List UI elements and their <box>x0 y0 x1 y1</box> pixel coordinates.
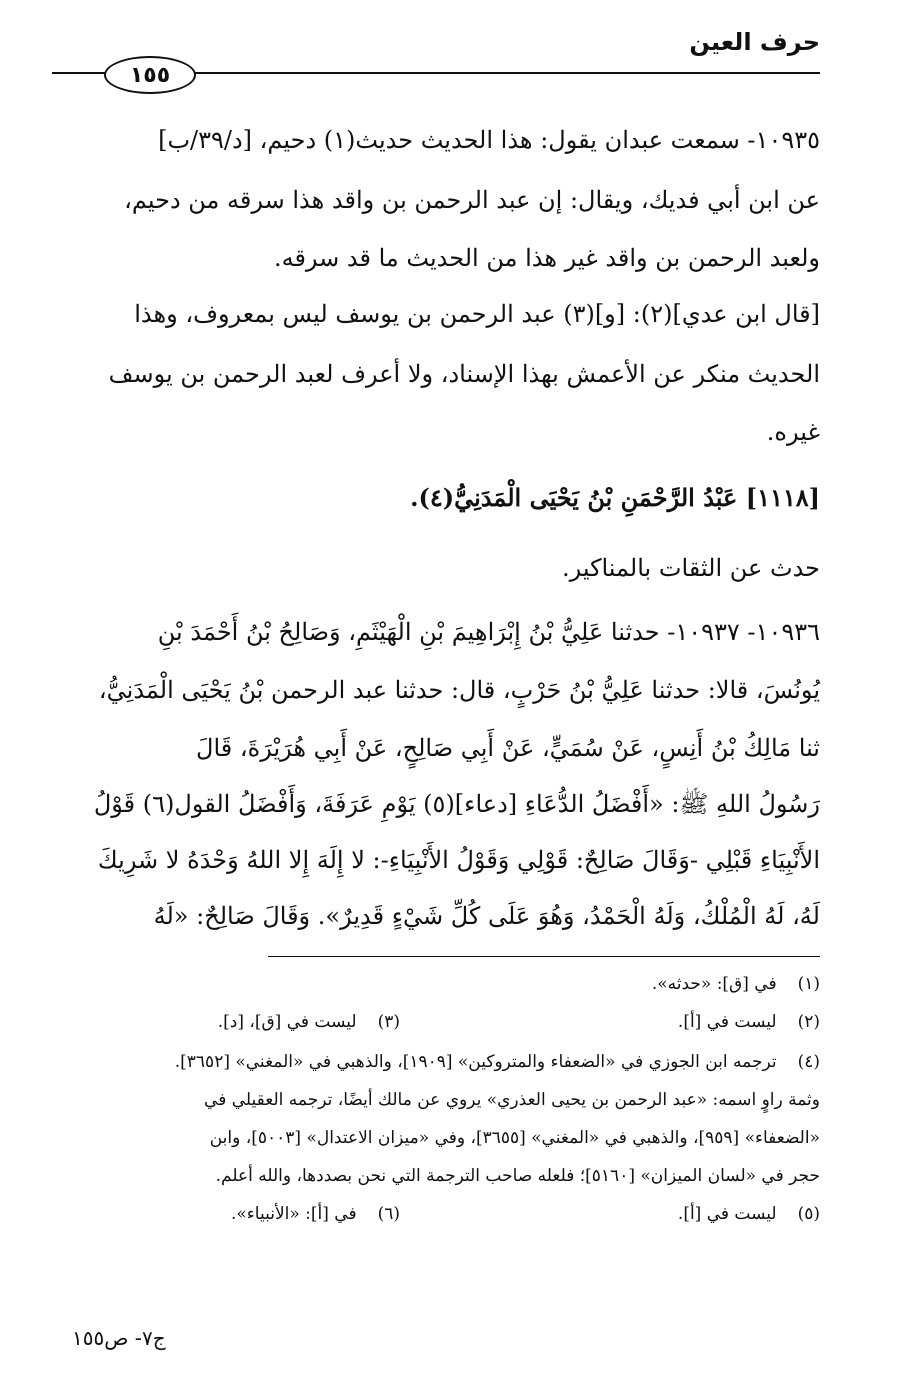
footnote-number: (٢) <box>797 1012 820 1032</box>
footnote-number: (٤) <box>797 1052 820 1072</box>
entry-heading: [١١١٨] عَبْدُ الرَّحْمَنِ بْنُ يَحْيَى الْمَدَنِيُّ(٤). <box>410 483 820 512</box>
text-line: الحديث منكر عن الأعمش بهذا الإسناد، ولا أعرف لعبد الرحمن بن يوسف <box>108 360 820 388</box>
footnote-text: ترجمه ابن الجوزي في «الضعفاء والمتروكين» [١٩٠٩]، والذهبي في «المغني» [٣٦٥٢]. <box>174 1052 777 1072</box>
footnote-text: في [ق]: «حدثه». <box>651 974 777 994</box>
footnote-1 <box>50 976 820 993</box>
text-line: [قال ابن عدي](٢): [و](٣) عبد الرحمن بن يوسف ليس بمعروف، وهذا <box>134 300 820 328</box>
text-line: ولعبد الرحمن بن واقد غير هذا من الحديث ما قد سرقه. <box>273 244 820 272</box>
footnote-text: ليست في [أ]. <box>677 1204 777 1224</box>
footnote-separator <box>268 956 820 957</box>
page-number: ١٥٥ <box>129 62 171 88</box>
footnote-text: وثمة راوٍ اسمه: «عبد الرحمن بن يحيى العذري» يروي عن مالك أيضًا، ترجمه العقيلي في <box>204 1090 820 1110</box>
footnote-number: (٦) <box>377 1204 400 1224</box>
text-line: يُونُسَ، قالا: حدثنا عَلِيُّ بْنُ حَرْبٍ، قال: حدثنا عبد الرحمن بْنُ يَحْيَى الْمَدَنِيُّ، <box>98 676 820 704</box>
text-line: ثنا مَالِكُ بْنُ أَنِسٍ، عَنْ سُمَيٍّ، عَنْ أَبِي صَالِحٍ، عَنْ أَبِي هُرَيْرَةَ، قَالَ <box>196 734 820 762</box>
text-line: غيره. <box>766 418 820 446</box>
footnote-text: في [أ]: «الأنبياء». <box>230 1204 357 1224</box>
footnote-text: ليست في [أ]. <box>677 1012 777 1032</box>
text-line: لَهُ، لَهُ الْمُلْكُ، وَلَهُ الْحَمْدُ، وَهُوَ عَلَى كُلِّ شَيْءٍ قَدِيرٌ». وَقَالَ صَالِحٌ: «لَهُ <box>153 902 820 930</box>
text-line: رَسُولُ اللهِ ﷺ: «أَفْضَلُ الدُّعَاءِ [دعاء](٥) يَوْمِ عَرَفَةَ، وَأَفْضَلُ القول(٦) قَوْلُ <box>93 790 820 818</box>
text-line: الأَنْبِيَاءِ قَبْلِي -وَقَالَ صَالِحٌ: قَوْلِي وَقَوْلُ الأَنْبِيَاءِ-: لا إِلَهَ إِلا اللهُ وَحْدَهُ لا شَرِيكَ <box>97 846 820 874</box>
footnote-4 <box>50 1054 820 1071</box>
footnote-text: ليست في [ق]، [د]. <box>217 1012 357 1032</box>
footnote-number: (٥) <box>797 1204 820 1224</box>
text-line: عن ابن أبي فديك، ويقال: إن عبد الرحمن بن واقد هذا سرقه من دحيم، <box>124 186 820 214</box>
footnote-number: (٣) <box>377 1012 400 1032</box>
footnote-text: حجر في «لسان الميزان» [٥١٦٠]؛ فلعله صاحب الترجمة التي نحن بصددها، والله أعلم. <box>215 1166 820 1186</box>
page-number-oval <box>104 56 196 94</box>
text-line: ١٠٩٣٥- سمعت عبدان يقول: هذا الحديث حديث(١) دحيم، [د/٣٩/ب] <box>158 126 820 154</box>
text-line: ١٠٩٣٦- ١٠٩٣٧- حدثنا عَلِيُّ بْنُ إِبْرَاهِيمَ بْنِ الْهَيْثَمِ، وَصَالِحُ بْنُ أَحْمَدَ بْنِ <box>157 618 820 646</box>
chapter-title: حرف العين <box>689 28 820 56</box>
text-line: حدث عن الثقات بالمناكير. <box>561 554 820 582</box>
footnote-number: (١) <box>797 974 820 994</box>
volume-page-reference: ج٧- ص١٥٥ <box>72 1326 166 1350</box>
footnote-text: «الضعفاء» [٩٥٩]، والذهبي في «المغني» [٣٦٥٥]، وفي «ميزان الاعتدال» [٥٠٠٣]، وابن <box>209 1128 820 1148</box>
